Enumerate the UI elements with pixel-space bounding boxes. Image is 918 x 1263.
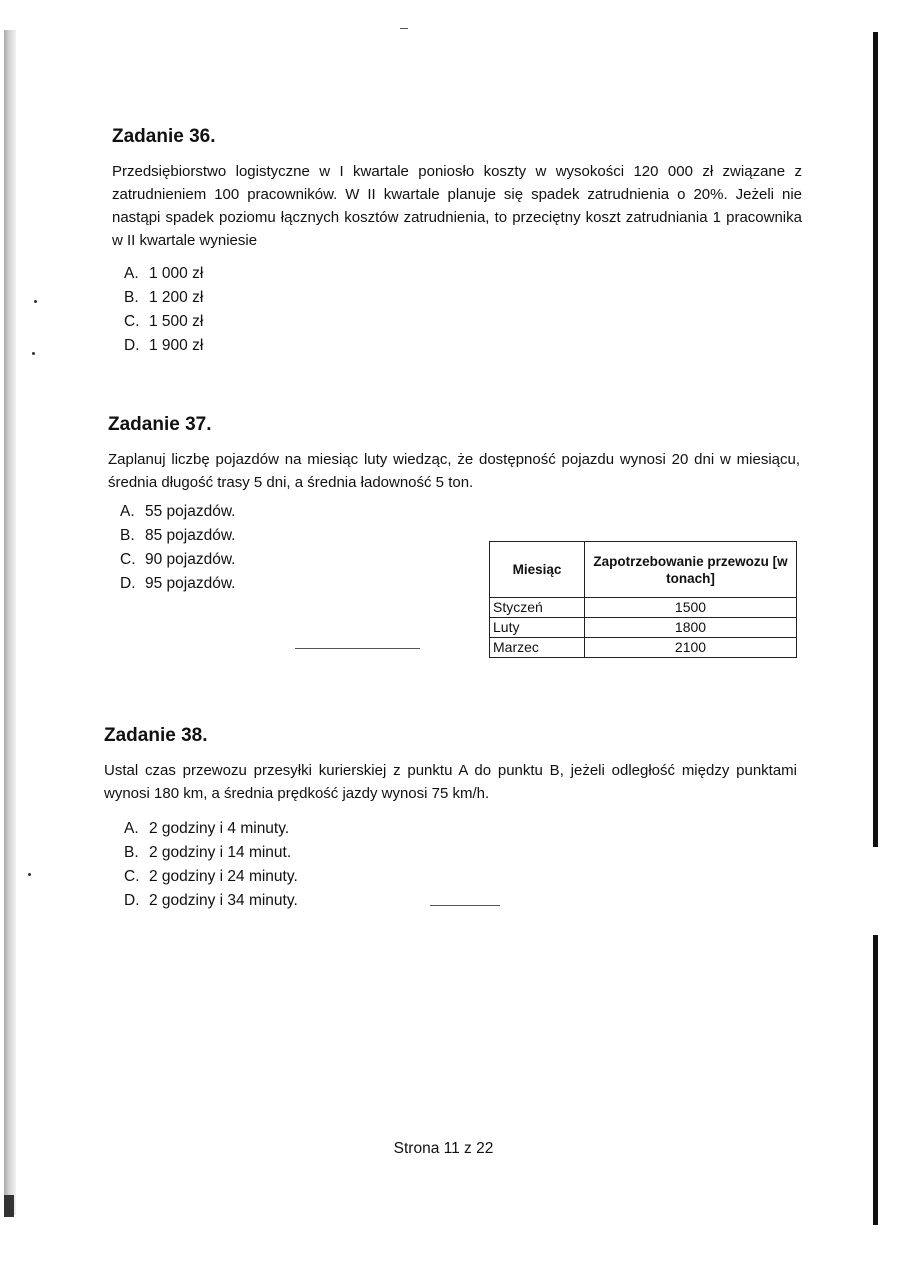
table-header-row: [490, 542, 797, 598]
task-text: Zaplanuj liczbę pojazdów na miesiąc luty wiedząc, że dostępność pojazdu wynosi 20 dni w miesiącu, średnia długość trasy 5 dni, a średnia ładowność 5 ton.: [108, 451, 800, 491]
cell-demand: 1500: [585, 598, 797, 618]
scan-edge-mark: [4, 1195, 14, 1217]
answer-option-b: B. 85 pojazdów.: [120, 527, 236, 544]
cell-month: Marzec: [490, 638, 585, 658]
cell-demand: 2100: [585, 638, 797, 658]
answer-option-d: D. 95 pojazdów.: [120, 575, 236, 592]
page-number: Strona 11 z 22: [393, 1140, 494, 1157]
answer-option-a: A. 2 godziny i 4 minuty.: [124, 820, 290, 837]
table-row: [490, 618, 797, 638]
task-title: Zadanie 37.: [108, 414, 212, 435]
scan-edge-left: [4, 30, 16, 1215]
answer-options: [124, 817, 797, 913]
transport-demand-table: [489, 541, 797, 658]
cell-month: Styczeń: [490, 598, 585, 618]
answer-option-a: A. 55 pojazdów.: [120, 503, 236, 520]
scan-mark: [400, 28, 408, 29]
answer-option-c: C. 2 godziny i 24 minuty.: [124, 868, 298, 885]
answer-option-c: C. 1 500 zł: [124, 313, 204, 330]
cell-demand: 1800: [585, 618, 797, 638]
answer-option-d: D. 1 900 zł: [124, 337, 204, 354]
task-title: Zadanie 38.: [104, 725, 208, 746]
header-month: Miesiąc: [490, 542, 585, 598]
answer-options: [124, 262, 802, 358]
answer-option-a: A. 1 000 zł: [124, 265, 204, 282]
task-36: [112, 126, 802, 358]
table-row: [490, 638, 797, 658]
scan-edge-right-bottom: [873, 935, 878, 1225]
answer-option-b: B. 2 godziny i 14 minut.: [124, 844, 292, 861]
scan-dot: [28, 873, 31, 876]
task-title: Zadanie 36.: [112, 126, 216, 147]
scan-mark: [295, 648, 420, 649]
answer-option-c: C. 90 pojazdów.: [120, 551, 236, 568]
task-38: [104, 725, 797, 913]
answer-option-b: B. 1 200 zł: [124, 289, 204, 306]
task-text: Przedsiębiorstwo logistyczne w I kwartale poniosło koszty w wysokości 120 000 zł związane z zatrudnieniem 100 pracowników. W II kwartale planuje się spadek zatrudnienia o 20%. Jeżeli nie nastąpi spadek poziomu łącznych kosztów zatrudnienia, to przeciętny koszt zatrudniania 1 pracownika w II kwartale wyniesie: [112, 163, 802, 249]
answer-option-d: D. 2 godziny i 34 minuty.: [124, 892, 298, 909]
scan-edge-right-top: [873, 32, 878, 847]
header-demand: Zapotrzebowanie przewozu [w tonach]: [585, 542, 797, 598]
scan-dot: [34, 300, 37, 303]
cell-month: Luty: [490, 618, 585, 638]
table-row: [490, 598, 797, 618]
scan-dot: [32, 352, 35, 355]
task-text: Ustal czas przewozu przesyłki kurierskiej z punktu A do punktu B, jeżeli odległość między punktami wynosi 180 km, a średnia prędkość jazdy wynosi 75 km/h.: [104, 762, 797, 802]
